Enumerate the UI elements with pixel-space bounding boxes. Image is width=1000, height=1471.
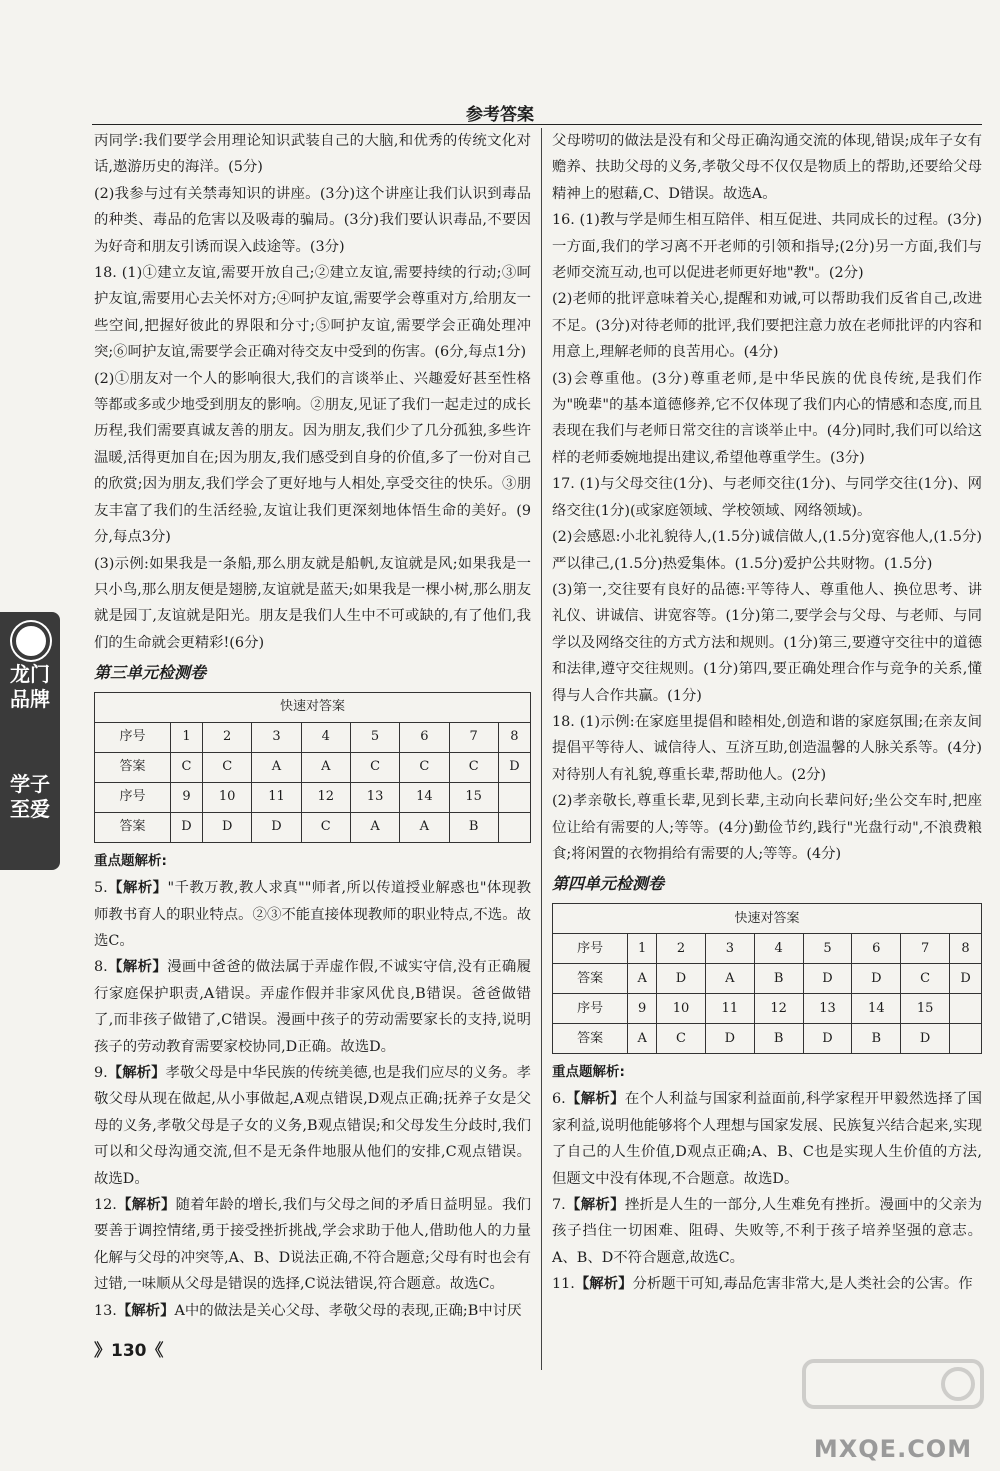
analysis-item-6	[552, 1086, 982, 1192]
analysis-text: 在个人利益与国家利益面前,科学家程开甲毅然选择了国家利益,说明他能够将个人理想与国家发展、民族复兴结合起来,实现了自己的人生价值,D观点正确;A、B、C也是实现人生价值的方法,但题文中没有体现,不合题意。故选D。	[552, 1091, 982, 1187]
analysis-number: 7.	[552, 1197, 566, 1213]
table-cell: 15	[449, 783, 498, 813]
table-cell: C	[301, 813, 350, 843]
table-cell: 3	[705, 934, 754, 964]
table-cell: A	[252, 753, 301, 783]
table-cell: C	[170, 753, 202, 783]
table-cell: 4	[301, 723, 350, 753]
table-row	[553, 934, 982, 964]
question-18-answer-3: (3)示例:如果我是一条船,那么朋友就是船帆,友谊就是风;如果我是一只小鸟,那么朋友便是翅膀,友谊就是蓝天;如果我是一棵小树,那么朋友就是园丁,友谊就是阳光。朋友是我们人生中不可或缺的,有了他们,我们的生命就会更精彩!(6分)	[94, 555, 531, 651]
table-cell: A	[301, 753, 350, 783]
circle-icon	[12, 622, 50, 660]
table-cell: 7	[901, 934, 950, 964]
analysis-item-12	[94, 1192, 531, 1298]
table-cell: D	[170, 813, 202, 843]
table-cell: C	[449, 753, 498, 783]
section-title-unit-4: 第四单元检测卷	[552, 874, 665, 894]
analysis-text: 孝敬父母是中华民族的传统美德,也是我们应尽的义务。孝敬父母从现在做起,从小事做起,A观点错误,D观点正确;抚养子女是父母的义务,孝敬父母是子女的义务,B观点错误;和父母发生分歧时,我们可以和父母沟通交流,但不是无条件地服从他们的安排,C观点错误。故选D。	[94, 1064, 531, 1187]
analysis-tag: 【解析】	[565, 1091, 625, 1108]
table-cell: B	[754, 1024, 803, 1054]
analysis-item-7	[552, 1192, 982, 1271]
analysis-number: 5.	[94, 880, 108, 897]
table-cell: B	[449, 813, 498, 843]
table-cell: D	[203, 813, 252, 843]
table-cell: D	[252, 813, 301, 843]
row-label: 答案	[95, 813, 171, 843]
analysis-number: 11.	[552, 1276, 575, 1293]
table-row	[95, 723, 531, 753]
table-cell: D	[657, 964, 706, 994]
page-header-title: 参考答案	[466, 105, 534, 125]
side-brand-banner	[0, 612, 60, 870]
question-17-answer-3: (3)第一,交往要有良好的品德:平等待人、尊重他人、换位思考、讲礼仪、讲诚信、讲宽容等。(1分)第二,要学会与父母、与老师、与同学以及网络交往的方式方法和规则。(1分)第三,要遵守交往中的道德和法律,遵守交往规则。(1分)第四,要正确处理合作与竞争的关系,懂得与人合作共赢。(1分)	[552, 581, 982, 704]
question-16-answer-3: (3)会尊重他。(3分)尊重老师,是中华民族的优良传统,是我们作为"晚辈"的基本道德修养,它不仅体现了我们内心的情感和态度,而且表现在我们与老师日常交往的言谈举止中。(4分)同时,我们可以给这样的老师委婉地提出建议,希望他尊重学生。(3分)	[552, 370, 982, 466]
column-divider	[541, 128, 542, 1370]
table-row	[553, 964, 982, 994]
table-cell: C	[400, 753, 449, 783]
table-cell: 2	[657, 934, 706, 964]
analysis-item-8	[94, 954, 531, 1060]
question-16-answer-1: 16. (1)教与学是师生相互陪伴、相互促进、共同成长的过程。(3分)一方面,我们的学习离不开老师的引领和指导;(2分)另一方面,我们与老师交流互动,也可以促进老师更好地"教"。(2分)	[552, 212, 982, 282]
row-label: 答案	[95, 753, 171, 783]
table-cell: 1	[170, 723, 202, 753]
analysis-heading: 重点题解析:	[94, 853, 167, 870]
table-cell: 5	[350, 723, 399, 753]
table-row	[553, 1024, 982, 1054]
analysis-number: 12.	[94, 1197, 117, 1213]
table-cell: 12	[754, 994, 803, 1024]
table-cell: 13	[350, 783, 399, 813]
table-cell: D	[705, 1024, 754, 1054]
table-cell	[498, 783, 530, 813]
table-cell: 11	[705, 994, 754, 1024]
table-cell: D	[803, 1024, 852, 1054]
analysis-tag: 【解析】	[107, 880, 168, 897]
table-cell: C	[203, 753, 252, 783]
table-cell: A	[400, 813, 449, 843]
analysis-text: 漫画中爸爸的做法属于弄虚作假,不诚实守信,没有正确履行家庭保护职责,A错误。弄虚作假并非家风优良,B错误。爸爸做错了,而非孩子做错了,C错误。漫画中孩子的劳动需要家长的支持,说明孩子的劳动教育需要家校协同,D正确。故选D。	[94, 959, 531, 1055]
header-rule	[92, 124, 982, 125]
table-cell: 7	[449, 723, 498, 753]
table-cell: 9	[170, 783, 202, 813]
table-cell: 14	[852, 994, 901, 1024]
table-cell: 8	[498, 723, 530, 753]
table-cell: 9	[628, 994, 657, 1024]
table-cell: 13	[803, 994, 852, 1024]
analysis-tag: 【解析】	[107, 1064, 166, 1081]
analysis-text: 挫折是人生的一部分,人生难免有挫折。漫画中的父亲为孩子挡住一切困难、阻碍、失败等,不利于孩子培养坚强的意志。A、B、D不符合题意,故选C。	[552, 1197, 982, 1266]
table-cell: D	[901, 1024, 950, 1054]
table-cell: 4	[754, 934, 803, 964]
table-cell: 15	[901, 994, 950, 1024]
answer-paragraph: (2)我参与过有关禁毒知识的讲座。(3分)这个讲座让我们认识到毒品的种类、毒品的危害以及吸毒的骗局。(3分)我们要认识毒品,不要因为好奇和朋友引诱而误入歧途等。(3分)	[94, 185, 531, 255]
question-17-answer-2: (2)会感恩:小北礼貌待人,(1.5分)诚信做人,(1.5分)宽容他人,(1.5分)严以律己,(1.5分)热爱集体。(1.5分)爱护公共财物。(1.5分)	[552, 529, 982, 572]
table-row	[553, 994, 982, 1024]
analysis-text: 分析题干可知,毒品危害非常大,是人类社会的公害。作	[632, 1276, 973, 1293]
table-cell: B	[852, 1024, 901, 1054]
question-18-answer-2: (2)①朋友对一个人的影响很大,我们的言谈举止、兴趣爱好甚至性格等都或多或少地受到朋友的影响。②朋友,见证了我们一起走过的成长历程,我们需要真诚友善的朋友。因为朋友,我们少了几分孤独,多些许温暖,活得更加自在;因为朋友,我们感受到自身的价值,多了一份对自己的欣赏;因为朋友,我们学会了更好地与人相处,享受交往的快乐。③朋友丰富了我们的生活经验,友谊让我们更深刻地体悟生命的美好。(9分,每点3分)	[94, 370, 531, 546]
table-row	[95, 813, 531, 843]
quick-answer-table-unit-4	[552, 903, 982, 1054]
question-18-answer-1: 18. (1)①建立友谊,需要开放自己;②建立友谊,需要持续的行动;③呵护友谊,需要用心去关怀对方;④呵护友谊,需要学会尊重对方,给朋友一些空间,把握好彼此的界限和分寸;⑤呵护友谊,需要学会正确处理冲突;⑥呵护友谊,需要学会正确对待交友中受到的伤害。(6分,每点1分)	[94, 265, 531, 361]
analysis-heading: 重点题解析:	[552, 1064, 625, 1081]
table-cell: C	[657, 1024, 706, 1054]
analysis-item-13	[94, 1298, 531, 1324]
right-column	[552, 128, 982, 1298]
table-cell: D	[498, 753, 530, 783]
analysis-number: 8.	[94, 959, 108, 976]
table-cell: A	[705, 964, 754, 994]
table-cell: C	[350, 753, 399, 783]
table-cell: 2	[203, 723, 252, 753]
table-cell: 12	[301, 783, 350, 813]
analysis-item-11	[552, 1271, 982, 1297]
table-cell	[498, 813, 530, 843]
table-caption: 快速对答案	[553, 904, 982, 934]
row-label: 答案	[553, 1024, 628, 1054]
table-cell: D	[950, 964, 982, 994]
table-cell: 10	[657, 994, 706, 1024]
table-cell: 14	[400, 783, 449, 813]
analysis-tag: 【解析】	[116, 1302, 175, 1319]
answer-paragraph: 丙同学:我们要学会用理论知识武装自己的大脑,和优秀的传统文化对话,遨游历史的海洋。(5分)	[94, 133, 531, 176]
row-label: 序号	[553, 994, 628, 1024]
table-cell: 6	[852, 934, 901, 964]
answer-paragraph: 父母唠叨的做法是没有和父母正确沟通交流的体现,错误;成年子女有赡养、扶助父母的义务,孝敬父母不仅仅是物质上的帮助,还要给父母精神上的慰藉,C、D错误。故选A。	[552, 133, 982, 202]
left-column	[94, 128, 531, 1324]
watermark-logo-icon	[798, 1355, 988, 1435]
row-label: 序号	[553, 934, 628, 964]
analysis-text: 随着年龄的增长,我们与父母之间的矛盾日益明显。我们要善于调控情绪,勇于接受挫折挑战,学会求助于他人,借助他人的力量化解与父母的冲突等,A、B、D说法正确,不符合题意;父母有时也会有过错,一味顺从父母是错误的选择,C说法错误,符合题意。故选C。	[94, 1197, 531, 1293]
row-label: 序号	[95, 723, 171, 753]
analysis-tag: 【解析】	[565, 1197, 625, 1213]
table-cell: A	[628, 1024, 657, 1054]
table-cell: 1	[628, 934, 657, 964]
table-cell: 3	[252, 723, 301, 753]
table-cell: 6	[400, 723, 449, 753]
table-cell	[950, 994, 982, 1024]
quick-answer-table-unit-3	[94, 692, 531, 843]
table-cell: A	[350, 813, 399, 843]
page-number: 》130《	[94, 1341, 164, 1361]
table-cell: 8	[950, 934, 982, 964]
table-cell: D	[803, 964, 852, 994]
analysis-tag: 【解析】	[116, 1197, 176, 1213]
table-cell: 10	[203, 783, 252, 813]
analysis-number: 9.	[94, 1064, 108, 1081]
table-cell: 5	[803, 934, 852, 964]
table-row	[95, 783, 531, 813]
analysis-item-9	[94, 1060, 531, 1192]
analysis-tag: 【解析】	[574, 1276, 633, 1293]
table-cell: 11	[252, 783, 301, 813]
table-cell: D	[852, 964, 901, 994]
question-18-answer-2: (2)孝亲敬长,尊重长辈,见到长辈,主动向长辈问好;坐公交车时,把座位让给有需要的人;等等。(4分)勤俭节约,践行"光盘行动",不浪费粮食;将闲置的衣物捐给有需要的人;等等。(4分)	[552, 793, 982, 862]
row-label: 序号	[95, 783, 171, 813]
table-row	[95, 753, 531, 783]
analysis-text: A中的做法是关心父母、孝敬父母的表现,正确;B中讨厌	[174, 1302, 522, 1319]
table-cell: B	[754, 964, 803, 994]
brand-slogan-line-1: 龙门品牌	[10, 662, 50, 711]
row-label: 答案	[553, 964, 628, 994]
table-cell	[950, 1024, 982, 1054]
watermark-url: MXQE.COM	[813, 1435, 973, 1463]
analysis-item-5	[94, 875, 531, 954]
analysis-tag: 【解析】	[107, 959, 168, 976]
analysis-text: "千教万教,教人求真""师者,所以传道授业解惑也"体现教师教书育人的职业特点。②③不能直接体现教师的职业特点,不选。故选C。	[94, 880, 531, 949]
table-cell: C	[901, 964, 950, 994]
analysis-number: 13.	[94, 1302, 117, 1319]
table-caption: 快速对答案	[95, 693, 531, 723]
question-18-answer-1: 18. (1)示例:在家庭里提倡和睦相处,创造和谐的家庭氛围;在亲友间提倡平等待人、诚信待人、互济互助,创造温馨的人脉关系等。(4分)对待别人有礼貌,尊重长辈,帮助他人。(2分)	[552, 713, 982, 783]
question-16-answer-2: (2)老师的批评意味着关心,提醒和劝诫,可以帮助我们反省自己,改进不足。(3分)对待老师的批评,我们要把注意力放在老师批评的内容和用意上,理解老师的良苦用心。(4分)	[552, 291, 982, 361]
analysis-number: 6.	[552, 1091, 566, 1108]
question-17-answer-1: 17. (1)与父母交往(1分)、与老师交往(1分)、与同学交往(1分)、网络交往(1分)(或家庭领域、学校领域、网络领域)。	[552, 476, 982, 519]
brand-slogan-line-2: 学子至爱	[10, 772, 50, 821]
table-cell: A	[628, 964, 657, 994]
section-title-unit-3: 第三单元检测卷	[94, 663, 207, 683]
